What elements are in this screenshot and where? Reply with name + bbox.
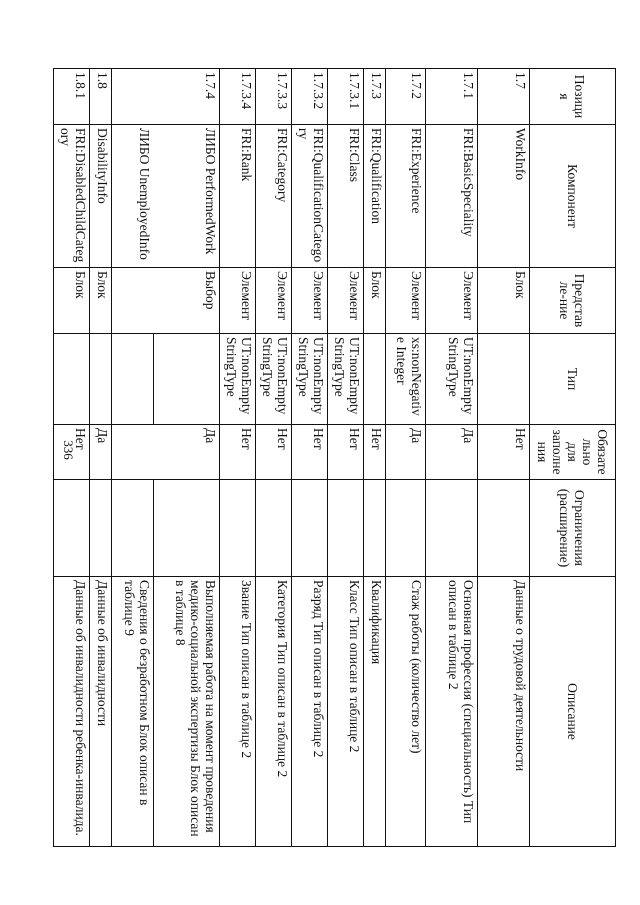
table-row bbox=[220, 69, 256, 847]
cell-type bbox=[364, 334, 386, 425]
cell-representation bbox=[112, 268, 154, 334]
cell-component: FRI:Category bbox=[256, 125, 292, 268]
cell-position: 1.8.1 bbox=[54, 69, 90, 125]
cell-restrictions bbox=[90, 480, 112, 577]
cell-required bbox=[112, 425, 154, 480]
cell-required: Нет bbox=[328, 425, 364, 480]
header-position: Позиция bbox=[530, 69, 616, 125]
cell-type bbox=[54, 334, 90, 425]
cell-position: 1.7.3.2 bbox=[292, 69, 328, 125]
cell-representation: Элемент bbox=[256, 268, 292, 334]
cell-required: Нет bbox=[364, 425, 386, 480]
cell-restrictions bbox=[386, 480, 426, 577]
cell-type bbox=[112, 334, 154, 425]
cell-restrictions bbox=[364, 480, 386, 577]
cell-position: 1.7.3 bbox=[364, 69, 386, 125]
table-row bbox=[478, 69, 530, 847]
cell-type: UT:nonEmpty StringType bbox=[328, 334, 364, 425]
cell-required: Нет bbox=[54, 425, 90, 480]
cell-required: Нет bbox=[220, 425, 256, 480]
cell-description: Категория Тип описан в таблице 2 bbox=[256, 577, 292, 847]
specification-table bbox=[53, 68, 616, 847]
cell-component: FRI:QualificationCategory bbox=[292, 125, 328, 268]
cell-restrictions bbox=[154, 480, 220, 577]
cell-position: 1.7 bbox=[478, 69, 530, 125]
table-row bbox=[426, 69, 478, 847]
cell-representation: Элемент bbox=[328, 268, 364, 334]
cell-description: Данные об инвалидности ребенка-инвалида. bbox=[54, 577, 90, 847]
cell-required: Да bbox=[90, 425, 112, 480]
table-row bbox=[328, 69, 364, 847]
table-row bbox=[292, 69, 328, 847]
page-number: 336 bbox=[61, 440, 76, 460]
cell-component: FRI:Class bbox=[328, 125, 364, 268]
cell-description: Данные об инвалидности bbox=[90, 577, 112, 847]
table-row bbox=[90, 69, 112, 847]
table-row bbox=[112, 69, 154, 847]
table-row bbox=[154, 69, 220, 847]
cell-type: UT:nonEmpty StringType bbox=[220, 334, 256, 425]
cell-representation: Блок bbox=[478, 268, 530, 334]
cell-restrictions bbox=[426, 480, 478, 577]
cell-type: UT:nonEmpty StringType bbox=[426, 334, 478, 425]
table-row bbox=[386, 69, 426, 847]
cell-component: WorkInfo bbox=[478, 125, 530, 268]
cell-component: FRI:BasicSpeciality bbox=[426, 125, 478, 268]
cell-component: DisabilityInfo bbox=[90, 125, 112, 268]
cell-type bbox=[478, 334, 530, 425]
cell-restrictions bbox=[292, 480, 328, 577]
cell-description: Сведения о безработном Блок описан в таблице 9 bbox=[112, 577, 154, 847]
cell-description: Стаж работы (количество лет) bbox=[386, 577, 426, 847]
cell-position bbox=[112, 69, 154, 125]
cell-restrictions bbox=[112, 480, 154, 577]
cell-representation: Элемент bbox=[426, 268, 478, 334]
table-header-row bbox=[530, 69, 616, 847]
table-row bbox=[54, 69, 90, 847]
cell-type bbox=[154, 334, 220, 425]
table-row bbox=[364, 69, 386, 847]
cell-required: Нет bbox=[256, 425, 292, 480]
cell-component: FRI:Experience bbox=[386, 125, 426, 268]
cell-required: Да bbox=[426, 425, 478, 480]
cell-required: Нет bbox=[292, 425, 328, 480]
cell-position: 1.7.3.1 bbox=[328, 69, 364, 125]
cell-description: Звание Тип описан в таблице 2 bbox=[220, 577, 256, 847]
cell-restrictions bbox=[54, 480, 90, 577]
cell-type: xs:nonNegative Integer bbox=[386, 334, 426, 425]
cell-component: FRI:DisabledChildCategory bbox=[54, 125, 90, 268]
cell-component: ЛИБО PerformedWork bbox=[154, 125, 220, 268]
cell-component: ЛИБО UnemployedInfo bbox=[112, 125, 154, 268]
cell-description: Выполняемая работа на момент проведения медико-социальной экспертизы Блок описан в таблице 8 bbox=[154, 577, 220, 847]
header-type: Тип bbox=[530, 334, 616, 425]
cell-representation: Элемент bbox=[386, 268, 426, 334]
cell-position: 1.8 bbox=[90, 69, 112, 125]
header-description: Описание bbox=[530, 577, 616, 847]
cell-position: 1.7.3.4 bbox=[220, 69, 256, 125]
cell-representation: Элемент bbox=[220, 268, 256, 334]
cell-restrictions bbox=[328, 480, 364, 577]
cell-type: UT:nonEmpty StringType bbox=[256, 334, 292, 425]
header-component: Компонент bbox=[530, 125, 616, 268]
cell-component: FRI:Rank bbox=[220, 125, 256, 268]
cell-type: UT:nonEmpty StringType bbox=[292, 334, 328, 425]
cell-position: 1.7.3.3 bbox=[256, 69, 292, 125]
cell-restrictions bbox=[220, 480, 256, 577]
cell-restrictions bbox=[478, 480, 530, 577]
cell-component: FRI:Qualification bbox=[364, 125, 386, 268]
cell-representation: Блок bbox=[364, 268, 386, 334]
cell-required: Да bbox=[154, 425, 220, 480]
header-representation: Представле-ние bbox=[530, 268, 616, 334]
cell-position: 1.7.4 bbox=[154, 69, 220, 125]
cell-restrictions bbox=[256, 480, 292, 577]
cell-description: Основная профессия (специальность) Тип описан в таблице 2 bbox=[426, 577, 478, 847]
cell-description: Разряд Тип описан в таблице 2 bbox=[292, 577, 328, 847]
cell-required: Нет bbox=[478, 425, 530, 480]
header-required: Обязательно для заполнения bbox=[530, 425, 616, 480]
cell-position: 1.7.2 bbox=[386, 69, 426, 125]
cell-position: 1.7.1 bbox=[426, 69, 478, 125]
header-restrictions: Ограничения (расширение) bbox=[530, 480, 616, 577]
cell-representation: Выбор bbox=[154, 268, 220, 334]
cell-required: Да bbox=[386, 425, 426, 480]
cell-description: Квалификация bbox=[364, 577, 386, 847]
cell-description: Класс Тип описан в таблице 2 bbox=[328, 577, 364, 847]
cell-representation: Блок bbox=[54, 268, 90, 334]
cell-representation: Элемент bbox=[292, 268, 328, 334]
cell-representation: Блок bbox=[90, 268, 112, 334]
cell-description: Данные о трудовой деятельности bbox=[478, 577, 530, 847]
table-row bbox=[256, 69, 292, 847]
cell-type bbox=[90, 334, 112, 425]
